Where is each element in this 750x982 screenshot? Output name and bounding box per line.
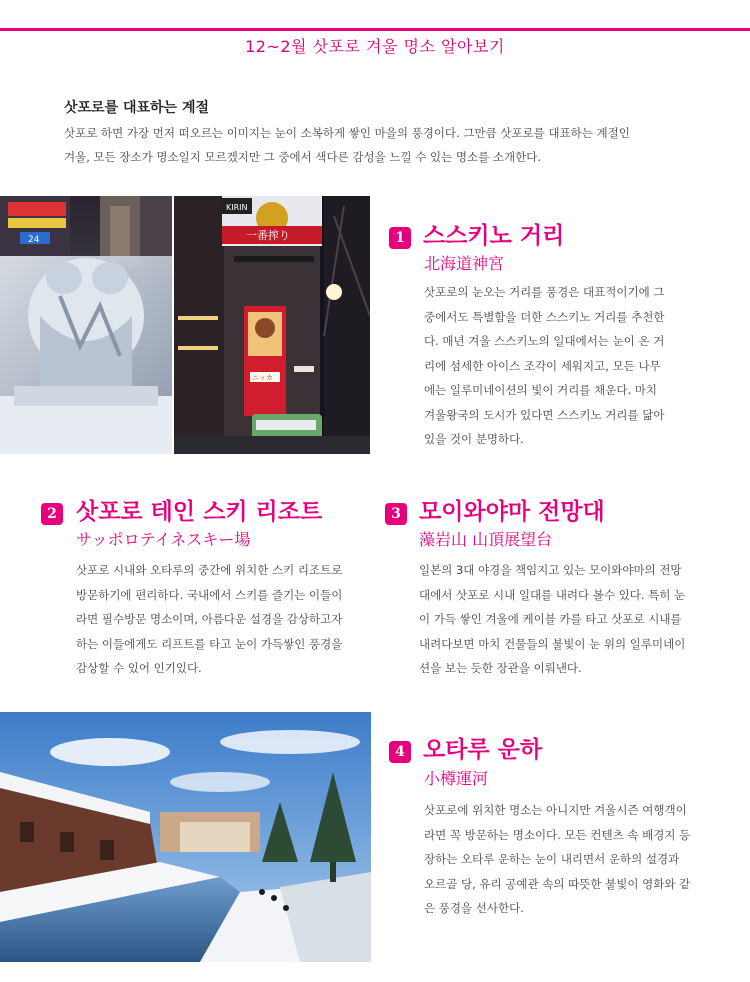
spot-line: 다. 매년 겨울 스스키노의 일대에서는 눈이 온 거 (424, 334, 665, 348)
susukino-street-photo (174, 196, 370, 454)
spot-line: 삿포로에 위치한 명소는 아니지만 겨울시즌 여행객이 (424, 803, 687, 817)
intro-line: 겨울, 모든 장소가 명소일지 모르겠지만 그 중에서 색다른 감성을 느낄 수 있는 명소를 소개한다. (64, 150, 541, 164)
spot-line: 감상할 수 있어 인기있다. (76, 661, 202, 675)
spot-number-badge: 1 (389, 227, 411, 249)
spot-number-badge: 3 (385, 503, 407, 525)
intro-heading: 삿포로를 대표하는 계절 (64, 100, 209, 116)
spot-title: 스스키노 거리 (423, 223, 565, 249)
spot-subtitle: 藻岩山 山頂展望台 (419, 530, 553, 549)
spot-line: 내려다보면 마치 건물들의 불빛이 눈 위의 일루미네이 (419, 636, 686, 651)
spot-line: 삿포로 시내와 오타루의 중간에 위치한 스키 리조트로 (76, 563, 343, 577)
spot-line: 라면 필수방문 명소이며, 아름다운 설경을 감상하고자 (76, 612, 343, 626)
spot-line: 중에서도 특별함을 더한 스스키노 거리를 추천한 (424, 309, 665, 324)
page-title: 12~2월 삿포로 겨울 명소 알아보기 (245, 37, 505, 56)
banner-text: ニッカ (252, 374, 273, 382)
spot-description (424, 798, 724, 921)
spot-line: 리에 섬세한 아이스 조각이 세워지고, 모든 나무 (424, 358, 661, 373)
spot-line: 하는 이들에게도 리프트를 타고 눈이 가득쌓인 풍경을 (76, 636, 343, 651)
spot-title: 모이와야마 전망대 (419, 499, 605, 525)
spot-line: 방문하기에 편리하다. 국내에서 스키를 즐기는 이들이 (76, 587, 343, 602)
spot-description (76, 558, 376, 681)
spot-subtitle: 小樽運河 (424, 769, 489, 788)
spot-line: 션을 보는 듯한 장관을 이뤄낸다. (419, 661, 582, 675)
spot-description (419, 558, 719, 681)
spot-title: 삿포로 테인 스키 리조트 (76, 499, 323, 525)
spot-line: 오르골 당, 유리 공예관 속의 따뜻한 불빛이 영화와 같 (424, 876, 691, 891)
spot-line: 은 풍경을 선사한다. (424, 901, 524, 915)
spot-subtitle: サッポロテイネスキー場 (76, 530, 251, 549)
billboard-brand: KIRIN (226, 203, 248, 212)
ice-sculpture-photo (0, 196, 172, 454)
sign-number: 24 (28, 235, 40, 245)
spot-line: 대에서 삿포로 시내 일대를 내려다 볼수 있다. 특히 눈 (419, 587, 686, 602)
spot-line: 삿포로의 눈오는 거리를 풍경은 대표적이기에 그 (424, 285, 665, 299)
spot-line: 겨울왕국의 도시가 있다면 스스키노 거리를 닮아 (424, 407, 665, 422)
spot-line: 에는 일루미네이션의 빛이 거리를 채운다. 마치 (424, 383, 658, 397)
spot-line: 이 가득 쌓인 겨울에 케이블 카를 타고 삿포로 시내를 (419, 612, 682, 626)
otaru-canal-photo (0, 712, 371, 962)
billboard-text: 一番搾り (246, 229, 290, 242)
spot-title: 오타루 운하 (423, 737, 543, 763)
spot-description (424, 280, 714, 452)
intro-text (64, 121, 704, 169)
spot-subtitle: 北海道神宮 (424, 254, 505, 273)
intro-line: 삿포로 하면 가장 먼저 떠오르는 이미지는 눈이 소복하게 쌓인 마을의 풍경이다. 그만큼 삿포로를 대표하는 계절인 (64, 126, 630, 140)
spot-number-badge: 4 (389, 741, 411, 763)
spot-line: 있을 것이 분명하다. (424, 432, 524, 446)
spot-number-badge: 2 (41, 503, 63, 525)
top-accent-bar (0, 28, 750, 31)
spot-line: 라면 꼭 방문하는 명소이다. 모든 컨텐츠 속 배경지 등 (424, 827, 691, 842)
spot-line: 일본의 3대 야경을 책임지고 있는 모이와야마의 전망 (419, 563, 682, 577)
spot-line: 장하는 오타루 운하는 눈이 내리면서 운하의 설경과 (424, 852, 680, 866)
